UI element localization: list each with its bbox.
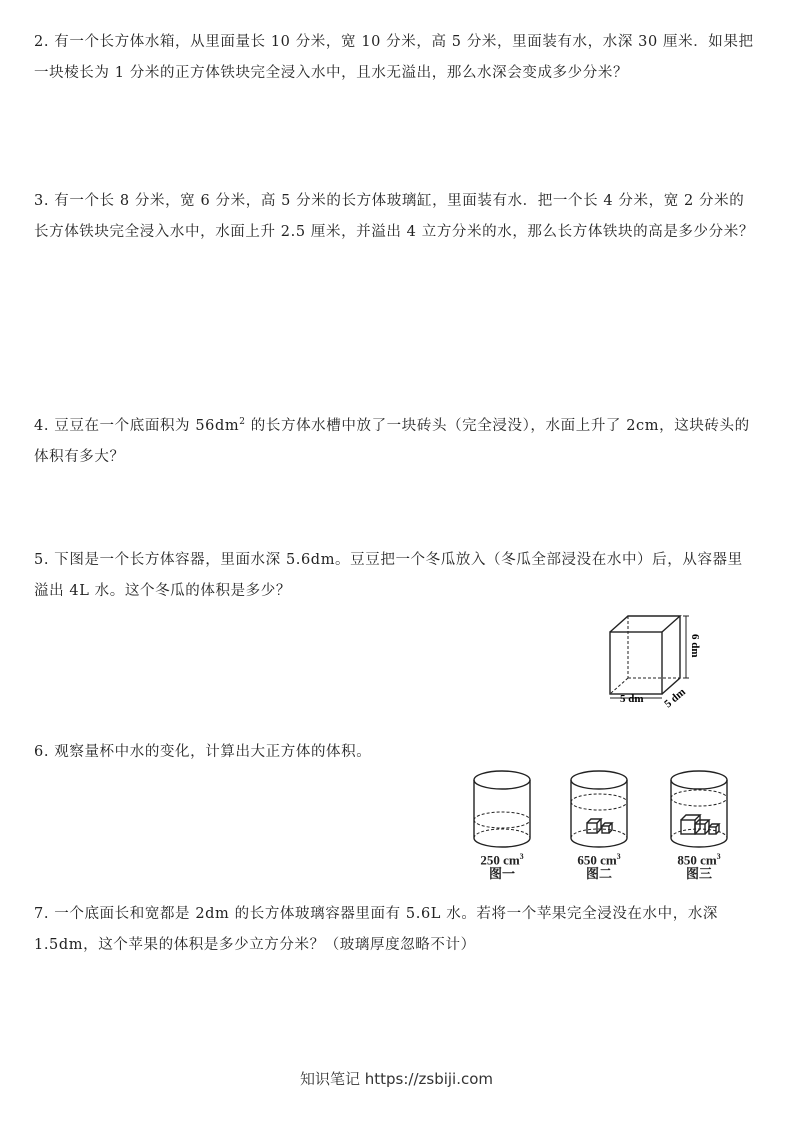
problem-6 [34,737,756,768]
cup-2-caption: 图二 [585,867,612,882]
problem-3-text: 3. 有一个长 8 分米，宽 6 分米，高 5 分米的长方体玻璃缸，里面装有水．把一个长 4 分米，宽 2 分米的长方体铁块完全浸入水中，水面上升 2.5 厘米，并溢出 4 立方分米的水，那么长方体铁块的高是多少分米？ [34,193,754,240]
problem-7 [34,899,756,961]
cup-1-volume-text: 250 cm [480,852,520,868]
problem-6-text: 6. 观察量杯中水的变化，计算出大正方体的体积。 [34,744,372,760]
problem-4-text [34,407,756,473]
box-figure [600,610,710,710]
cup-1-volume-sup: 3 [519,852,524,861]
cup-3 [667,768,731,850]
cup-2-volume-text: 650 cm [577,852,617,868]
box-height-label: 6 dm [689,634,701,658]
problem-4 [34,407,756,473]
cup-2 [567,768,631,850]
box-width-label: 5 dm [620,693,644,705]
problem-4-text-after: 的长方体水槽中放了一块砖头（完全浸没），水面上升了 2cm，这块砖头的体积有多大？ [34,417,750,465]
cup-1-caption: 图一 [488,867,515,882]
footer-watermark: 知识笔记 https://zsbiji.com [299,1070,494,1088]
cup-3-volume-text: 850 cm [677,852,717,868]
problem-7-text: 7. 一个底面长和宽都是 2dm 的长方体玻璃容器里面有 5.6L 水。若将一个苹果完全浸没在水中，水深 1.5dm，这个苹果的体积是多少立方分米？（玻璃厚度忽略不计） [34,906,719,953]
cup-1 [470,768,534,850]
problem-4-sup: 2 [239,417,246,427]
problem-2-text: 2. 有一个长方体水箱，从里面量长 10 分米，宽 10 分米，高 5 分米，里面装有水，水深 30 厘米．如果把一块棱长为 1 分米的正方体铁块完全浸入水中，且水无溢出，那么水深会变成多少分米？ [34,34,754,81]
cup-3-caption: 图三 [685,867,712,882]
box-depth-label: 5 dm [662,685,688,710]
problem-2 [34,27,756,89]
problem-3 [34,186,756,248]
problem-5 [34,545,756,607]
problem-4-text-before: 4. 豆豆在一个底面积为 56dm [34,417,240,434]
cup-2-volume-sup: 3 [616,852,621,861]
problem-5-text: 5. 下图是一个长方体容器，里面水深 5.6dm。豆豆把一个冬瓜放入（冬瓜全部浸没在水中）后，从容器里溢出 4L 水。这个冬瓜的体积是多少？ [34,552,743,599]
cup-3-volume-sup: 3 [716,852,721,861]
